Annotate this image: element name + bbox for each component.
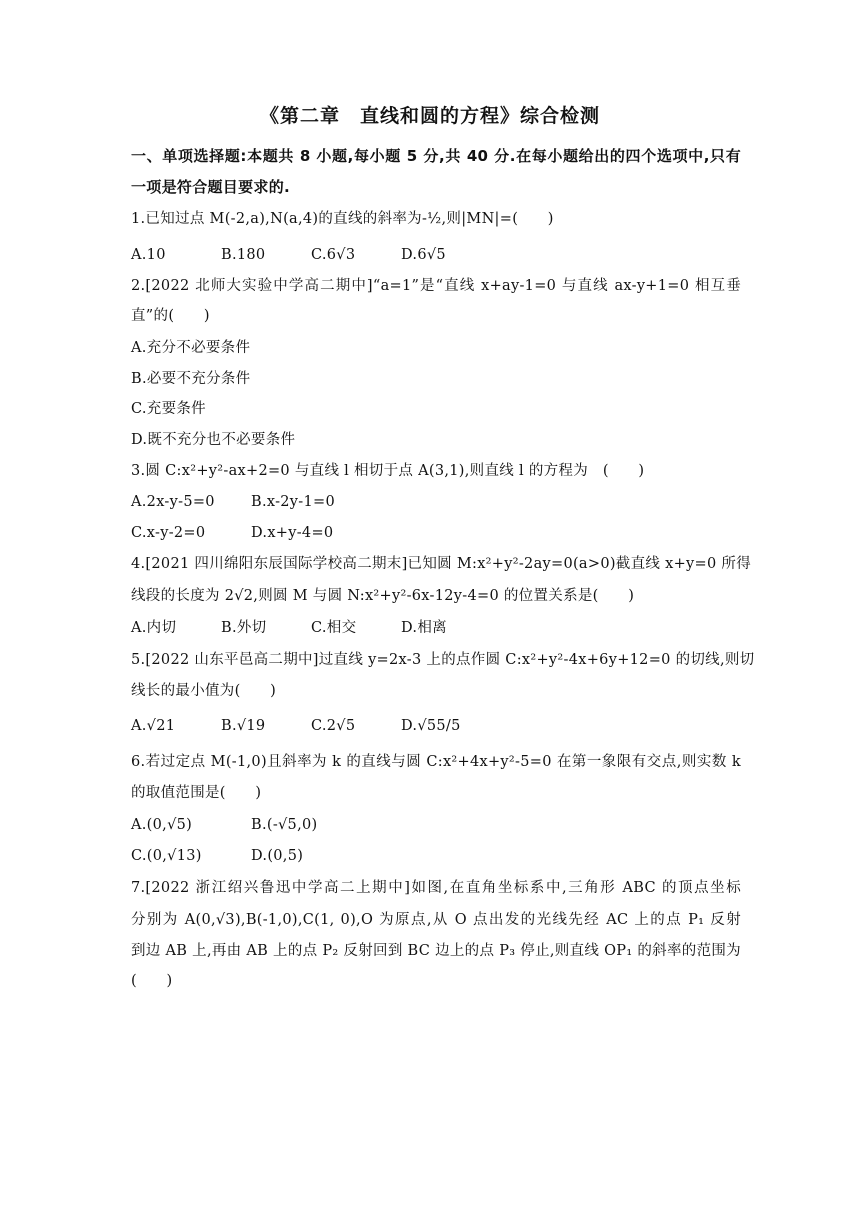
q6-option-c: C.(0,√13) (131, 848, 202, 864)
q4-option-c: C.相交 (311, 620, 357, 636)
q4-stem-line-1: 4.[2021 四川绵阳东辰国际学校高二期末]已知圆 M:x²+y²-2ay=0(a>0)截直线 x+y=0 所得 (131, 556, 752, 572)
q1-option-b: B.180 (221, 247, 266, 263)
q2-option-c: C.充要条件 (131, 401, 206, 417)
q1-options (131, 245, 741, 265)
q2-stem-line-1: 2.[2022 北师大实验中学高二期中]“a=1”是“直线 x+ay-1=0 与直线 ax-y+1=0 相互垂 (131, 278, 741, 294)
q5-option-b: B.√19 (221, 718, 266, 734)
q5-option-c: C.2√5 (311, 718, 356, 734)
q3-options-row-1 (131, 492, 741, 512)
q1-option-d: D.6√5 (401, 247, 446, 263)
q4-option-a: A.内切 (131, 620, 177, 636)
q6-option-a: A.(0,√5) (131, 817, 193, 833)
q2-option-b: B.必要不充分条件 (131, 371, 251, 387)
q4-option-d: D.相离 (401, 620, 447, 636)
page-title: 《第二章 直线和圆的方程》综合检测 (259, 105, 600, 127)
q5-stem-line-1: 5.[2022 山东平邑高二期中]过直线 y=2x-3 上的点作圆 C:x²+y²-4x+6y+12=0 的切线,则切 (131, 652, 755, 668)
q3-options-row-2 (131, 523, 741, 543)
q3-stem: 3.圆 C:x²+y²-ax+2=0 与直线 l 相切于点 A(3,1),则直线 l 的方程为 ( ) (131, 463, 645, 479)
q2-option-a: A.充分不必要条件 (131, 340, 251, 356)
q1-option-c: C.6√3 (311, 247, 356, 263)
q6-option-b: B.(-√5,0) (251, 817, 318, 833)
q2-stem-line-2: 直”的( ) (131, 308, 210, 324)
q1-option-a: A.10 (131, 247, 166, 263)
q4-option-b: B.外切 (221, 620, 267, 636)
q4-stem-line-2: 线段的长度为 2√2,则圆 M 与圆 N:x²+y²-6x-12y-4=0 的位置关系是( ) (131, 588, 635, 604)
q7-line-4: ( ) (131, 973, 173, 989)
q6-options-row-2 (131, 846, 741, 866)
q3-option-a: A.2x-y-5=0 (131, 494, 215, 510)
q5-option-d: D.√55/5 (401, 718, 461, 734)
q6-options-row-1 (131, 815, 741, 835)
q5-stem-line-2: 线长的最小值为( ) (131, 683, 277, 699)
q6-stem-line-1: 6.若过定点 M(-1,0)且斜率为 k 的直线与圆 C:x²+4x+y²-5=0 在第一象限有交点,则实数 k (131, 754, 741, 770)
q3-option-d: D.x+y-4=0 (251, 525, 334, 541)
q6-option-d: D.(0,5) (251, 848, 304, 864)
q3-option-b: B.x-2y-1=0 (251, 494, 336, 510)
q6-stem-line-2: 的取值范围是( ) (131, 785, 262, 801)
q2-option-d: D.既不充分也不必要条件 (131, 432, 296, 448)
q5-option-a: A.√21 (131, 718, 176, 734)
section-header-line-2: 一项是符合题目要求的. (131, 178, 290, 196)
q7-line-3: 到边 AB 上,再由 AB 上的点 P₂ 反射回到 BC 边上的点 P₃ 停止,则直线 OP₁ 的斜率的范围为 (131, 943, 741, 959)
q1-stem: 1.已知过点 M(-2,a),N(a,4)的直线的斜率为-½,则|MN|=( ) (131, 211, 554, 227)
q4-options (131, 618, 741, 638)
q5-options (131, 716, 741, 736)
q3-option-c: C.x-y-2=0 (131, 525, 206, 541)
q7-line-2: 分别为 A(0,√3),B(-1,0),C(1, 0),O 为原点,从 O 点出发的光线先经 AC 上的点 P₁ 反射 (131, 912, 741, 928)
section-header-line-1: 一、单项选择题:本题共 8 小题,每小题 5 分,共 40 分.在每小题给出的四个选项中,只有 (131, 147, 741, 165)
q7-line-1: 7.[2022 浙江绍兴鲁迅中学高二上期中]如图,在直角坐标系中,三角形 ABC 的顶点坐标 (131, 880, 741, 896)
